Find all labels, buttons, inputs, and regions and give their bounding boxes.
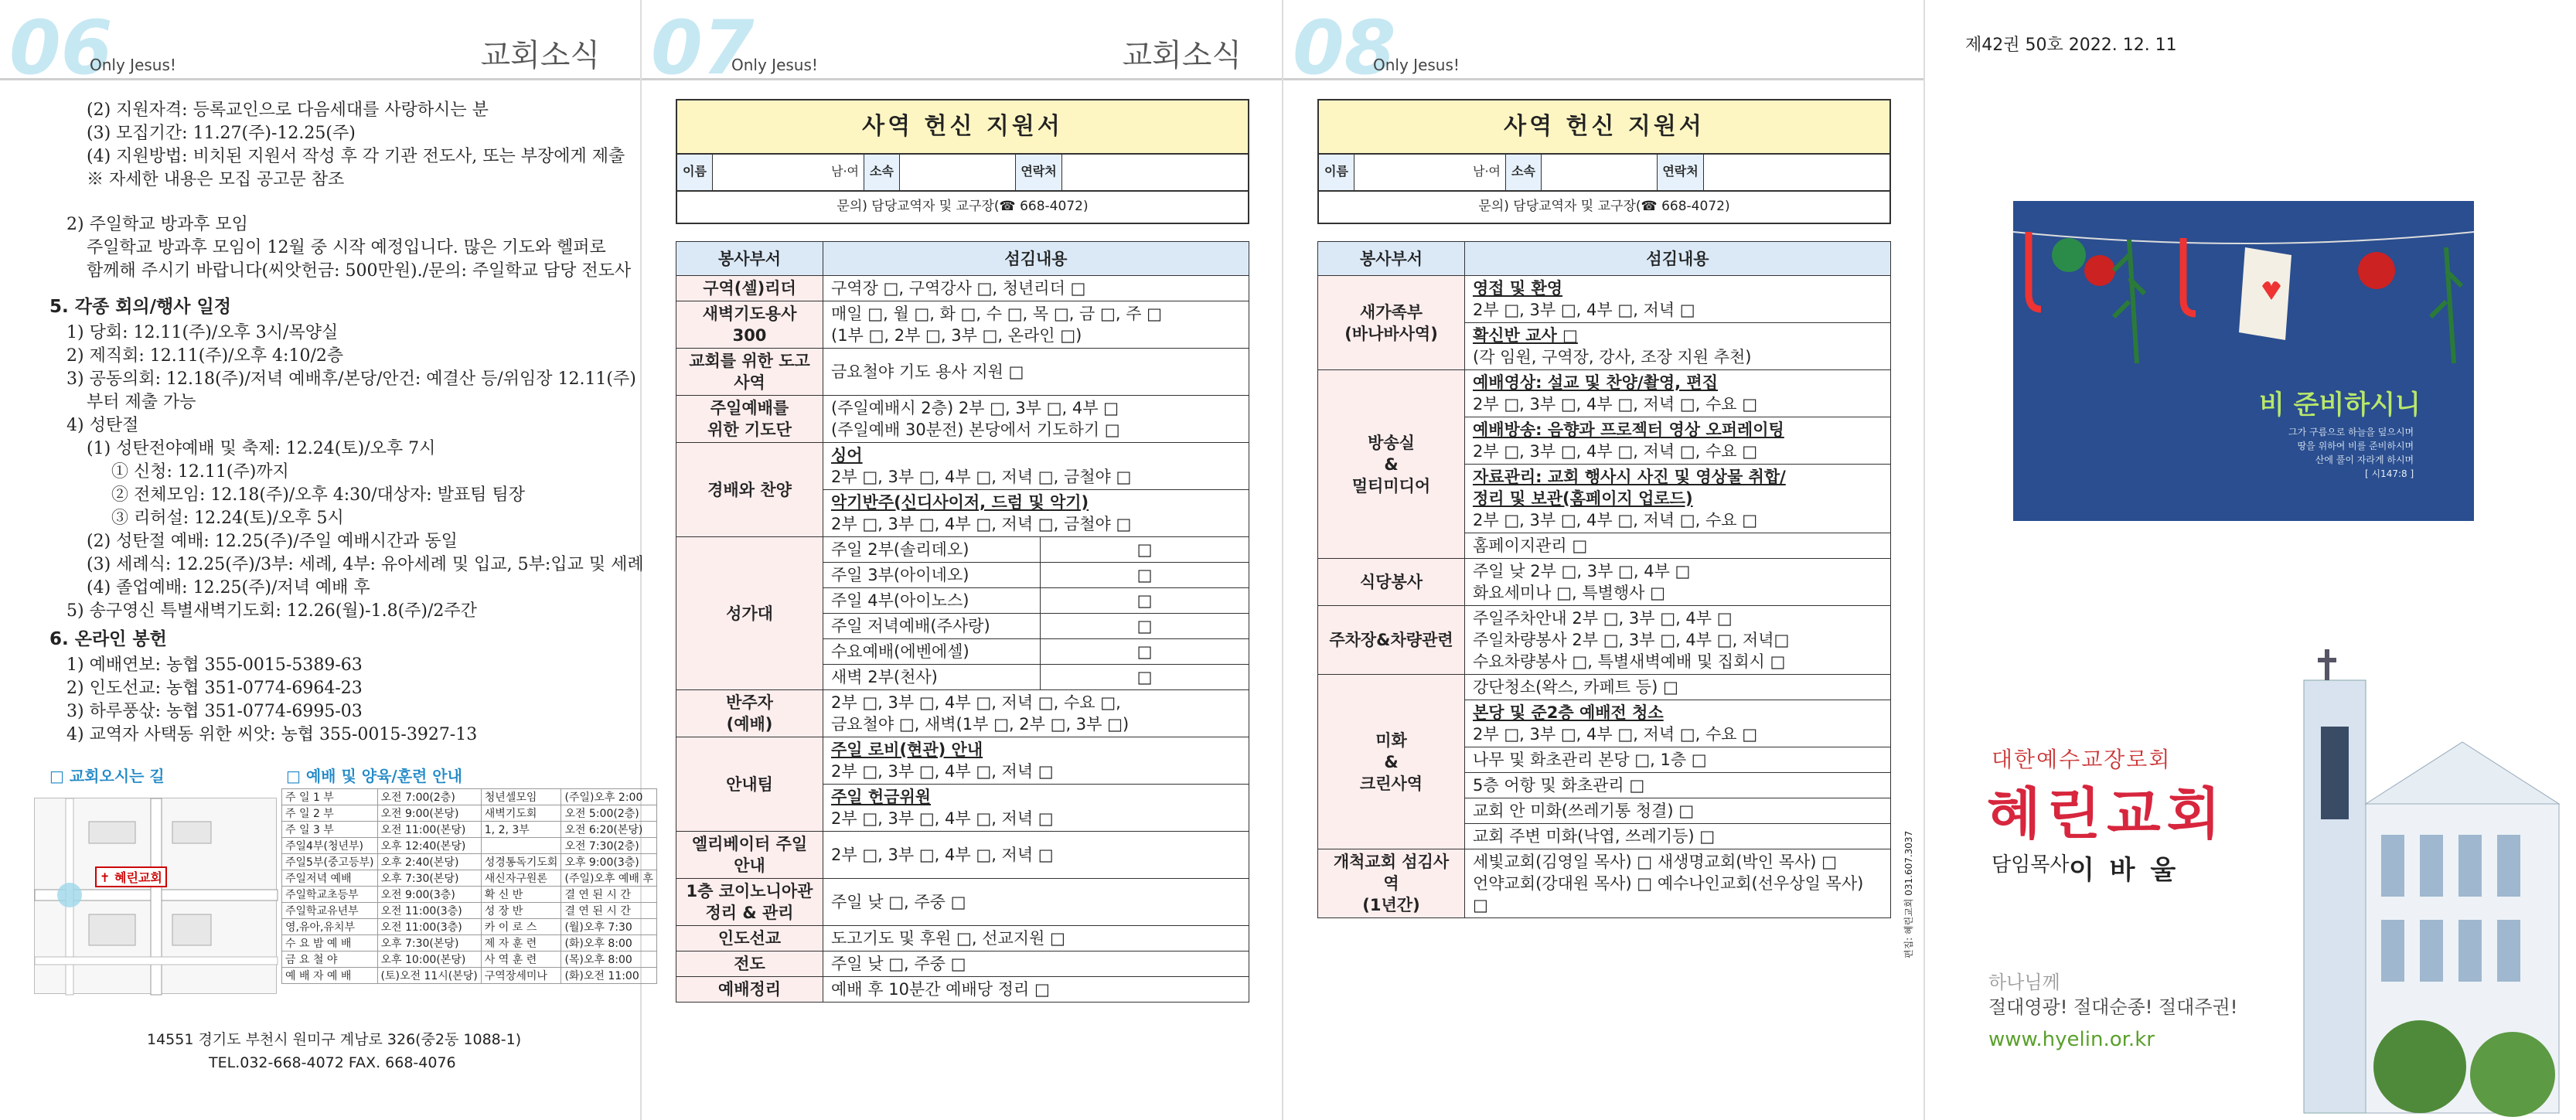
choir-name: 주일 3부(아이네오) <box>823 563 1041 588</box>
service-dept: 새가족부 (바나바사역) <box>1318 276 1465 370</box>
service-dept: 예배정리 <box>676 977 823 1003</box>
header-tag: Only Jesus! <box>90 56 176 74</box>
schedule-cell: 주일저녁 예배 <box>282 870 378 887</box>
service-item-title: 본당 및 준2층 예배전 청소 <box>1473 703 1664 722</box>
service-options[interactable] <box>823 737 1249 785</box>
service-options[interactable] <box>1465 533 1891 559</box>
service-dept: 식당봉사 <box>1318 559 1465 606</box>
schedule-cell: 오전 11:00(3층) <box>377 919 481 935</box>
service-item-title: 주일 헌금위원 <box>831 788 932 806</box>
table-header-row <box>1318 242 1891 276</box>
col-content-header: 섬김내용 <box>823 242 1249 276</box>
service-item-title: 악기반주(신디사이저, 드럼 및 악기) <box>831 493 1089 512</box>
motto-line-1: 하나님께 <box>1988 972 2060 993</box>
service-row <box>676 690 1249 737</box>
schedule-row <box>282 789 657 805</box>
service-item-options: 2부 □, 3부 □, 4부 □, 저녁 □, 금철야 □ <box>831 515 1132 533</box>
group-field[interactable] <box>900 155 1016 190</box>
choir-name: 주일 2부(솔리데오) <box>823 537 1041 563</box>
schedule-cell: 오전 6:20(본당) <box>561 822 657 838</box>
map-title: □ 교회오시는 길 <box>49 767 165 785</box>
service-options[interactable]: 금요철야 기도 용사 지원 □ <box>823 349 1249 396</box>
schedule-cell: 오전 5:00(2층) <box>561 805 657 822</box>
phone-field[interactable] <box>1062 155 1248 190</box>
form-title: 사역 헌신 지원서 <box>676 99 1249 155</box>
service-options[interactable] <box>1465 559 1891 606</box>
schedule-cell: 오후 10:00(본당) <box>377 951 481 968</box>
news-line: 4) 교역자 사택동 위한 씨앗: 농협 355-0015-3927-13 <box>66 725 478 744</box>
page-06 <box>0 0 653 1120</box>
schedule-title: □ 예배 및 양육/훈련 안내 <box>286 767 462 785</box>
application-form-header <box>1317 99 1891 224</box>
schedule-cell: 성 장 반 <box>481 903 561 919</box>
col-content-header: 섬김내용 <box>1465 242 1891 276</box>
service-options[interactable] <box>823 785 1249 832</box>
cover-page <box>1925 0 2576 1120</box>
website-link[interactable]: www.hyelin.or.kr <box>1988 1028 2155 1051</box>
service-table <box>1317 241 1891 918</box>
service-item-options: 세빛교회(김영일 목사) □ 새생명교회(박인 목사) □ 언약교회(강대원 목사) □ 예수나인교회(선우상일 목사) □ <box>1473 853 1864 914</box>
church-name-logo: 혜린교회 <box>1987 781 2227 846</box>
choir-name: 주일 저녁예배(주사랑) <box>823 614 1041 639</box>
schedule-cell: 오후 2:40(본당) <box>377 854 481 870</box>
service-options[interactable] <box>1465 606 1891 675</box>
news-line: 주일학교 방과후 모임이 12월 중 시작 예정입니다. 많은 기도와 헬퍼로 <box>87 238 606 257</box>
schedule-cell: 오전 7:00(2층) <box>377 789 481 805</box>
service-dept: 전도 <box>676 951 823 977</box>
service-row <box>676 276 1249 301</box>
service-table <box>676 241 1249 1003</box>
service-options[interactable] <box>1465 798 1891 824</box>
gender-field[interactable]: 남·여 <box>713 155 864 190</box>
service-item-options: 2부 □, 3부 □, 4부 □, 저녁 □, 수요 □ <box>1473 442 1758 461</box>
service-options[interactable] <box>1465 465 1891 533</box>
news-line: (4) 졸업예배: 12.25(주)/저녁 예배 후 <box>87 578 370 597</box>
schedule-row <box>282 805 657 822</box>
schedule-cell: 오전 11:00(본당) <box>377 822 481 838</box>
service-row <box>676 879 1249 926</box>
choir-name: 주일 4부(아이노스) <box>823 588 1041 614</box>
schedule-row <box>282 854 657 870</box>
schedule-cell: 오후 12:40(본당) <box>377 838 481 854</box>
map-church-name: 혜린교회 <box>114 870 162 885</box>
choir-checkbox[interactable]: □ <box>1041 588 1249 614</box>
choir-checkbox[interactable]: □ <box>1041 665 1249 690</box>
service-options[interactable]: 예배 후 10분간 예배당 정리 □ <box>823 977 1249 1003</box>
heading-offering: 6. 온라인 봉헌 <box>49 629 167 649</box>
motto-line-2: 절대영광! 절대순종! 절대주권! <box>1988 996 2238 1018</box>
cover-caption: 비 준비하시니 <box>2259 390 2421 420</box>
service-dept: 성가대 <box>676 537 823 690</box>
news-line: 1) 당회: 12.11(주)/오후 3시/목양실 <box>66 323 339 342</box>
service-item-options: 교회 주변 미화(낙엽, 쓰레기등) □ <box>1473 827 1716 846</box>
news-line: ※ 자세한 내용은 모집 공고문 참조 <box>87 170 345 189</box>
service-options[interactable] <box>1465 417 1891 465</box>
service-row <box>676 926 1249 951</box>
schedule-cell: 예 배 자 예 배 <box>282 968 378 984</box>
map-church-marker: ✝ 혜린교회 <box>95 866 167 887</box>
page-header <box>0 0 640 91</box>
schedule-row <box>282 968 657 984</box>
service-dept: 교회를 위한 도고 사역 <box>676 349 823 396</box>
news-line: (3) 세례식: 12.25(주)/3부: 세례, 4부: 유아세례 및 입교, 5부:입교 및 세례 <box>87 555 644 574</box>
service-item-title: 자료관리: 교회 행사시 사진 및 영상물 취합/ 정리 및 보관(홈페이지 업로드) <box>1473 468 1786 508</box>
schedule-cell <box>481 838 561 854</box>
news-line: (2) 지원자격: 등록교인으로 다음세대를 사랑하시는 분 <box>87 100 489 120</box>
schedule-cell: (토)오전 11시(본당) <box>377 968 481 984</box>
group-label: 소속 <box>1506 155 1542 190</box>
schedule-row <box>282 838 657 854</box>
phone-label: 연락처 <box>1016 155 1062 190</box>
schedule-cell: 결 연 된 시 간 <box>561 887 657 903</box>
service-options[interactable] <box>1465 675 1891 700</box>
name-label: 이름 <box>677 155 713 190</box>
choir-name: 새벽 2부(천사) <box>823 665 1041 690</box>
schedule-cell: 1, 2, 3부 <box>481 822 561 838</box>
service-item-options: 2부 □, 3부 □, 4부 □, 저녁 □, 수요 □ <box>1473 395 1758 414</box>
service-item-options: 강단청소(왁스, 카페트 등) □ <box>1473 678 1678 696</box>
news-line: 3) 공동의회: 12.18(주)/저녁 예배후/본당/안건: 예결산 등/위임장 12.11(주) <box>66 369 636 389</box>
page-header <box>642 0 1282 91</box>
service-item-title: 예배방송: 음향과 프로젝터 영상 오퍼레이팅 <box>1473 420 1784 439</box>
phone-label: 연락처 <box>1658 155 1704 190</box>
service-options[interactable] <box>1465 824 1891 849</box>
service-options[interactable] <box>1465 773 1891 798</box>
schedule-row <box>282 822 657 838</box>
service-dept: 엘리베이터 주일 안내 <box>676 832 823 879</box>
schedule-cell: 오전 9:00(본당) <box>377 805 481 822</box>
service-dept: 주일예배를 위한 기도단 <box>676 396 823 443</box>
service-row <box>1318 606 1891 675</box>
church-building-illustration <box>2281 634 2574 1113</box>
schedule-cell: 금 요 철 야 <box>282 951 378 968</box>
service-item-title: 주일 로비(현관) 안내 <box>831 740 983 759</box>
service-dept: 개척교회 섬김사역 (1년간) <box>1318 849 1465 918</box>
form-info-row <box>676 155 1249 192</box>
service-item-options: 홈페이지관리 □ <box>1473 536 1588 555</box>
service-item-options: 2부 □, 3부 □, 4부 □, 저녁 □, 수요 □ <box>1473 511 1758 529</box>
news-line: (1) 성탄전야예배 및 축제: 12.24(토)/오후 7시 <box>87 439 436 458</box>
service-options[interactable]: 주일 낮 □, 주중 □ <box>823 951 1249 977</box>
choir-checkbox[interactable]: □ <box>1041 639 1249 665</box>
schedule-cell: 오전 7:30(2층) <box>561 838 657 854</box>
col-dept-header: 봉사부서 <box>676 242 823 276</box>
schedule-cell: 카 이 로 스 <box>481 919 561 935</box>
schedule-cell: (주일)오후 예배 후 <box>561 870 657 887</box>
service-dept: 주차장&차량관련 <box>1318 606 1465 675</box>
service-dept: 새벽기도용사 300 <box>676 301 823 349</box>
denomination: 대한예수교장로회 <box>1992 747 2172 772</box>
service-dept: 안내팀 <box>676 737 823 832</box>
news-line: 1) 예배연보: 농협 355-0015-5389-63 <box>66 655 363 675</box>
header-tag: Only Jesus! <box>1373 56 1460 74</box>
service-options[interactable]: 매일 □, 월 □, 화 □, 수 □, 목 □, 금 □, 주 □ (1부 □, 2부 □, 3부 □, 온라인 □) <box>823 301 1249 349</box>
schedule-cell: 오전 9:00(3층) <box>377 887 481 903</box>
choir-checkbox[interactable]: □ <box>1041 614 1249 639</box>
service-dept: 인도선교 <box>676 926 823 951</box>
schedule-cell: 사 역 훈 련 <box>481 951 561 968</box>
form-info-row <box>1317 155 1891 192</box>
service-item-options: 주일 낮 2부 □, 3부 □, 4부 □ 화요세미나 □, 특별행사 □ <box>1473 562 1691 602</box>
service-options[interactable]: 도고기도 및 후원 □, 선교지원 □ <box>823 926 1249 951</box>
news-line: 3) 하루풍삯: 농협 351-0774-6995-03 <box>66 702 363 721</box>
service-options[interactable] <box>1465 276 1891 323</box>
service-options[interactable] <box>1465 323 1891 370</box>
page-number: 06 <box>9 5 113 91</box>
service-item-title: 영접 및 환영 <box>1473 279 1563 298</box>
map-drawing <box>35 798 278 995</box>
col-dept-header: 봉사부서 <box>1318 242 1465 276</box>
page-header <box>1283 0 1923 91</box>
news-line: 5) 송구영신 특별새벽기도회: 12.26(월)-1.8(주)/2주간 <box>66 601 477 621</box>
inquiry-line: 문의) 담당교역자 및 교구장(☎ 668-4072) <box>1317 192 1891 224</box>
inquiry-line: 문의) 담당교역자 및 교구장(☎ 668-4072) <box>676 192 1249 224</box>
schedule-cell: 오후 9:00(3층) <box>561 854 657 870</box>
service-row <box>676 977 1249 1003</box>
page-number: 07 <box>651 5 755 91</box>
schedule-row <box>282 903 657 919</box>
form-title: 사역 헌신 지원서 <box>1317 99 1891 155</box>
service-options[interactable]: 구역장 □, 구역강사 □, 청년리더 □ <box>823 276 1249 301</box>
schedule-cell: 오후 7:30(본당) <box>377 870 481 887</box>
service-item-title: 싱어 <box>831 446 863 465</box>
schedule-cell: 오전 11:00(3층) <box>377 903 481 919</box>
service-dept: 방송실 & 멀티미디어 <box>1318 370 1465 559</box>
service-item-options: 2부 □, 3부 □, 4부 □, 저녁 □ <box>831 762 1054 781</box>
schedule-cell: 오후 7:30(본당) <box>377 935 481 951</box>
schedule-cell: (월)오후 7:30 <box>561 919 657 935</box>
schedule-row <box>282 919 657 935</box>
service-item-title: 확신반 교사 □ <box>1473 326 1578 345</box>
schedule-cell: 청년셀모임 <box>481 789 561 805</box>
group-field[interactable] <box>1542 155 1658 190</box>
news-line: (2) 성탄절 예배: 12.25(주)/주일 예배시간과 동일 <box>87 532 458 551</box>
section-title: 교회소식 <box>480 38 600 73</box>
schedule-cell: 구역장세미나 <box>481 968 561 984</box>
service-item-title: 예배영상: 설교 및 찬양/촬영, 편집 <box>1473 373 1719 392</box>
service-item-options: 2부 □, 3부 □, 4부 □, 저녁 □ <box>1473 301 1695 319</box>
service-dept: 구역(셀)리더 <box>676 276 823 301</box>
schedule-cell: 제 자 훈 련 <box>481 935 561 951</box>
group-label: 소속 <box>864 155 900 190</box>
news-line: 2) 인도선교: 농협 351-0774-6964-23 <box>66 679 363 698</box>
section-title: 교회소식 <box>1122 38 1242 73</box>
pastor-name: 이 바 울 <box>2069 855 2179 886</box>
service-row <box>676 951 1249 977</box>
news-line: ② 전체모임: 12.18(주)/오후 4:30/대상자: 발표팀 팀장 <box>111 485 525 505</box>
schedule-cell: 주일5부(중고등부) <box>282 854 378 870</box>
news-line: (3) 모집기간: 11.27(주)-12.25(주) <box>87 124 356 143</box>
pastor-label: 담임목사 <box>1992 853 2070 877</box>
service-row <box>676 396 1249 443</box>
service-options[interactable] <box>1465 700 1891 747</box>
service-options[interactable] <box>1465 849 1891 918</box>
service-row <box>1318 276 1891 323</box>
schedule-cell: 영,유아,유치부 <box>282 919 378 935</box>
service-item-options: 2부 □, 3부 □, 4부 □, 저녁 □, 수요 □ <box>1473 725 1758 744</box>
news-line: ③ 리허설: 12.24(토)/오후 5시 <box>111 509 344 528</box>
service-row <box>676 737 1249 785</box>
service-item-options: (각 임원, 구역장, 강사, 조장 지원 추천) <box>1473 348 1752 366</box>
service-row <box>1318 370 1891 417</box>
service-dept: 1층 코이노니아관 정리 & 관리 <box>676 879 823 926</box>
page-number: 08 <box>1293 5 1396 91</box>
news-line: 부터 제출 가능 <box>87 393 196 412</box>
name-label: 이름 <box>1319 155 1354 190</box>
schedule-cell: (목)오후 8:00 <box>561 951 657 968</box>
choir-checkbox[interactable]: □ <box>1041 537 1249 563</box>
service-item-options: 2부 □, 3부 □, 4부 □, 저녁 □ <box>831 809 1054 828</box>
news-line: ① 신청: 12.11(주)까지 <box>111 462 289 482</box>
service-options[interactable] <box>1465 747 1891 773</box>
heading-events: 5. 각종 회의/행사 일정 <box>49 297 231 317</box>
service-options[interactable]: 2부 □, 3부 □, 4부 □, 저녁 □ <box>823 832 1249 879</box>
schedule-cell: 주 일 2 부 <box>282 805 378 822</box>
schedule-cell: 주일4부(청년부) <box>282 838 378 854</box>
service-options[interactable]: 주일 낮 □, 주중 □ <box>823 879 1249 926</box>
choir-name: 수요예배(에벤에셀) <box>823 639 1041 665</box>
news-line: 함께해 주시기 바랍니다(씨앗헌금: 500만원)./문의: 주일학교 담당 전도사 <box>87 261 632 281</box>
church-phone: TEL.032-668-4072 FAX. 668-4076 <box>209 1054 456 1071</box>
schedule-cell: 주 일 3 부 <box>282 822 378 838</box>
service-options[interactable]: (주일예배시 2층) 2부 □, 3부 □, 4부 □ (주일예배 30분전) 본당에서 기도하기 □ <box>823 396 1249 443</box>
service-row <box>1318 675 1891 700</box>
service-dept: 반주자 (예배) <box>676 690 823 737</box>
schedule-cell: 주일학교초등부 <box>282 887 378 903</box>
choir-checkbox[interactable]: □ <box>1041 563 1249 588</box>
church-map <box>34 798 277 994</box>
schedule-cell: (화)오후 8:00 <box>561 935 657 951</box>
schedule-cell: 새신자구원론 <box>481 870 561 887</box>
schedule-row <box>282 870 657 887</box>
schedule-cell: 주 일 1 부 <box>282 789 378 805</box>
table-header-row <box>676 242 1249 276</box>
schedule-row <box>282 935 657 951</box>
service-dept: 미화 & 크린사역 <box>1318 675 1465 849</box>
news-line: 2) 주일학교 방과후 모임 <box>66 215 248 234</box>
service-row <box>676 349 1249 396</box>
service-dept: 경배와 찬양 <box>676 443 823 537</box>
gender-field[interactable]: 남·여 <box>1354 155 1506 190</box>
schedule-cell: 확 신 반 <box>481 887 561 903</box>
service-item-options: 주일주차안내 2부 □, 3부 □, 4부 □ 주일차량봉사 2부 □, 3부 □, 4부 □, 저녁□ 수요차량봉사 □, 특별새벽예배 및 집회시 □ <box>1473 609 1790 671</box>
phone-field[interactable] <box>1704 155 1889 190</box>
news-line: 2) 제직회: 12.11(주)/오후 4:10/2층 <box>66 346 344 366</box>
editor-note: 편집: 혜린교회 031.607.3037 <box>1903 830 1914 958</box>
service-item-options: 2부 □, 3부 □, 4부 □, 저녁 □, 금철야 □ <box>831 468 1132 486</box>
worship-schedule-table <box>281 788 657 984</box>
service-row <box>1318 559 1891 606</box>
schedule-cell: 새벽기도회 <box>481 805 561 822</box>
service-row <box>1318 849 1891 918</box>
service-row <box>676 443 1249 490</box>
service-item-options: 교회 안 미화(쓰레기통 청결) □ <box>1473 802 1695 820</box>
church-address: 14551 경기도 부천시 원미구 계남로 326(중2동 1088-1) <box>147 1031 522 1048</box>
schedule-cell: 결 연 된 시 간 <box>561 903 657 919</box>
service-options[interactable] <box>1465 370 1891 417</box>
choir-row <box>676 537 1249 563</box>
schedule-cell: 주일학교유년부 <box>282 903 378 919</box>
schedule-cell: (화)오전 11:00 <box>561 968 657 984</box>
cover-verse: 그가 구름으로 하늘을 덮으시며 땅을 위하여 비를 준비하시며 산에 풀이 자라게 하시며 [ 시147:8 ] <box>2288 427 2414 479</box>
page-07 <box>642 0 1283 1120</box>
schedule-row <box>282 887 657 903</box>
news-line: 4) 성탄절 <box>66 416 139 435</box>
news-line: (4) 지원방법: 비치된 지원서 작성 후 각 기관 전도사, 또는 부장에게 제출 <box>87 147 625 166</box>
service-options[interactable] <box>823 443 1249 490</box>
page-08 <box>1283 0 1925 1120</box>
schedule-cell: 수 요 밤 예 배 <box>282 935 378 951</box>
service-row <box>676 301 1249 349</box>
service-row <box>676 832 1249 879</box>
cover-image <box>2013 201 2474 521</box>
header-tag: Only Jesus! <box>731 56 818 74</box>
service-options[interactable] <box>823 490 1249 537</box>
schedule-cell: 성경통독기도회 <box>481 854 561 870</box>
schedule-row <box>282 951 657 968</box>
service-options[interactable]: 2부 □, 3부 □, 4부 □, 저녁 □, 수요 □, 금요철야 □, 새벽(1부 □, 2부 □, 3부 □) <box>823 690 1249 737</box>
application-form-header <box>676 99 1249 224</box>
service-item-options: 5층 어항 및 화초관리 □ <box>1473 776 1645 795</box>
service-item-options: 나무 및 화초관리 본당 □, 1층 □ <box>1473 751 1707 769</box>
issue-info: 제42권 50호 2022. 12. 11 <box>1965 36 2177 55</box>
schedule-cell: (주일)오후 2:00 <box>561 789 657 805</box>
